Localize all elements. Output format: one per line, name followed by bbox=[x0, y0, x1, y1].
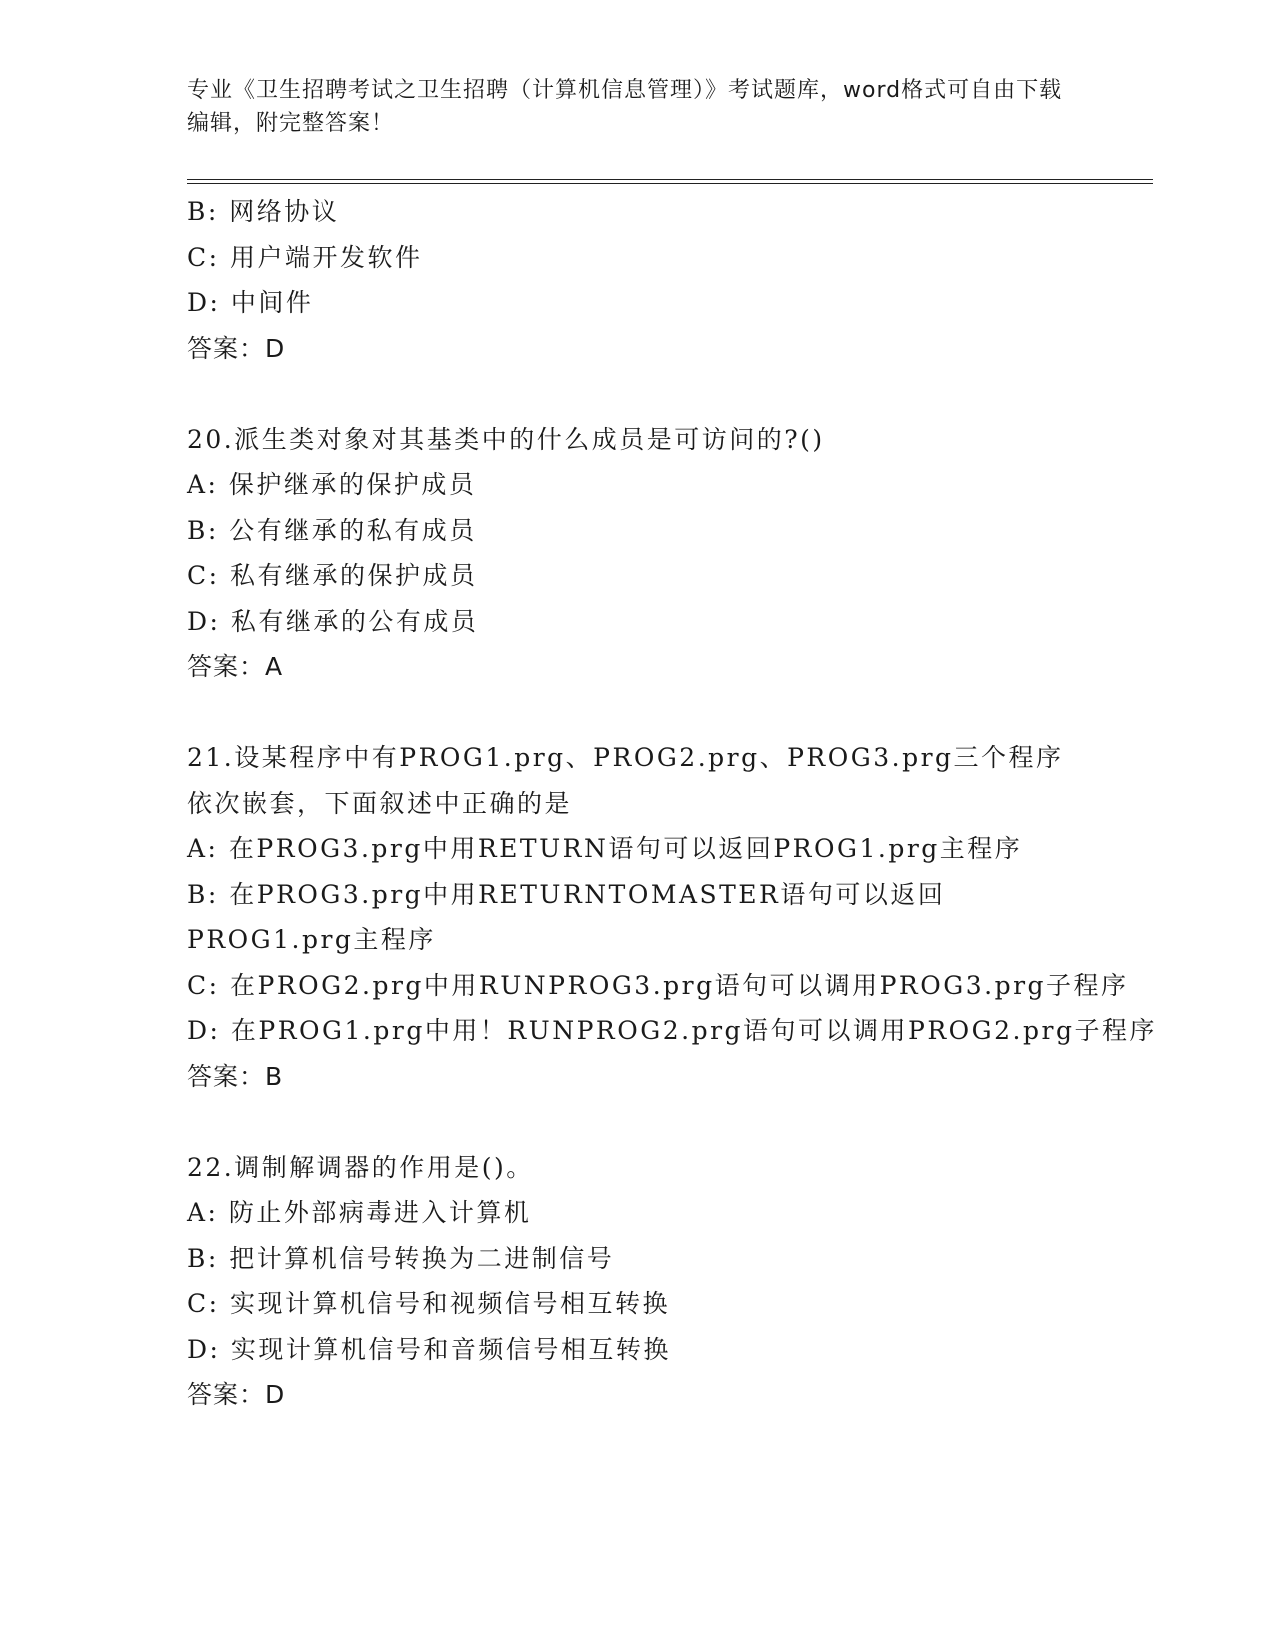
option-b: B: 把计算机信号转换为二进制信号 bbox=[187, 1243, 615, 1273]
answer-line: 答案：A bbox=[187, 652, 284, 681]
answer-line: 答案：D bbox=[187, 1380, 286, 1409]
option-c: C: 私有继承的保护成员 bbox=[187, 561, 478, 590]
option-d: D: 在PROG1.prg中用！RUNPROG2.prg语句可以调用PROG2.prg子程序 bbox=[187, 1016, 1157, 1045]
question-spacer bbox=[187, 371, 1087, 417]
option-c: C: 实现计算机信号和视频信号相互转换 bbox=[187, 1289, 670, 1318]
option-c: C: 用户端开发软件 bbox=[187, 242, 423, 272]
header-divider-bottom bbox=[187, 183, 1153, 184]
question-20 bbox=[187, 417, 1087, 690]
question-21 bbox=[187, 735, 1157, 1099]
question-19-partial bbox=[187, 189, 1087, 371]
option-d: D: 实现计算机信号和音频信号相互转换 bbox=[187, 1334, 671, 1364]
question-text: 22.调制解调器的作用是()。 bbox=[187, 1152, 534, 1182]
question-22 bbox=[187, 1145, 1087, 1418]
document-header: 专业《卫生招聘考试之卫生招聘（计算机信息管理）》考试题库，word格式可自由下载编辑，附完整答案！ bbox=[187, 78, 1063, 136]
option-d: D: 中间件 bbox=[187, 288, 314, 317]
option-b: B: 公有继承的私有成员 bbox=[187, 515, 477, 545]
answer-line: 答案：B bbox=[187, 1061, 284, 1091]
option-c: C: 在PROG2.prg中用RUNPROG3.prg语句可以调用PROG3.prg子程序 bbox=[187, 970, 1129, 1000]
option-d: D: 私有继承的公有成员 bbox=[187, 606, 479, 636]
question-list bbox=[187, 189, 1157, 1418]
question-text: 21.设某程序中有PROG1.prg、PROG2.prg、PROG3.prg三个程序依次嵌套，下面叙述中正确的是 bbox=[187, 743, 1064, 818]
option-a: A: 在PROG3.prg中用RETURN语句可以返回PROG1.prg主程序 bbox=[187, 834, 1023, 863]
option-a: A: 保护继承的保护成员 bbox=[187, 470, 477, 499]
answer-line: 答案：D bbox=[187, 333, 286, 363]
option-b: B: 在PROG3.prg中用RETURNTOMASTER语句可以返回PROG1.prg主程序 bbox=[187, 879, 946, 954]
option-a: A: 防止外部病毒进入计算机 bbox=[187, 1198, 532, 1227]
question-spacer bbox=[187, 1099, 1087, 1145]
option-b: B: 网络协议 bbox=[187, 197, 340, 226]
question-spacer bbox=[187, 690, 1087, 736]
question-text: 20.派生类对象对其基类中的什么成员是可访问的?() bbox=[187, 424, 825, 454]
header-divider-top bbox=[187, 179, 1153, 180]
